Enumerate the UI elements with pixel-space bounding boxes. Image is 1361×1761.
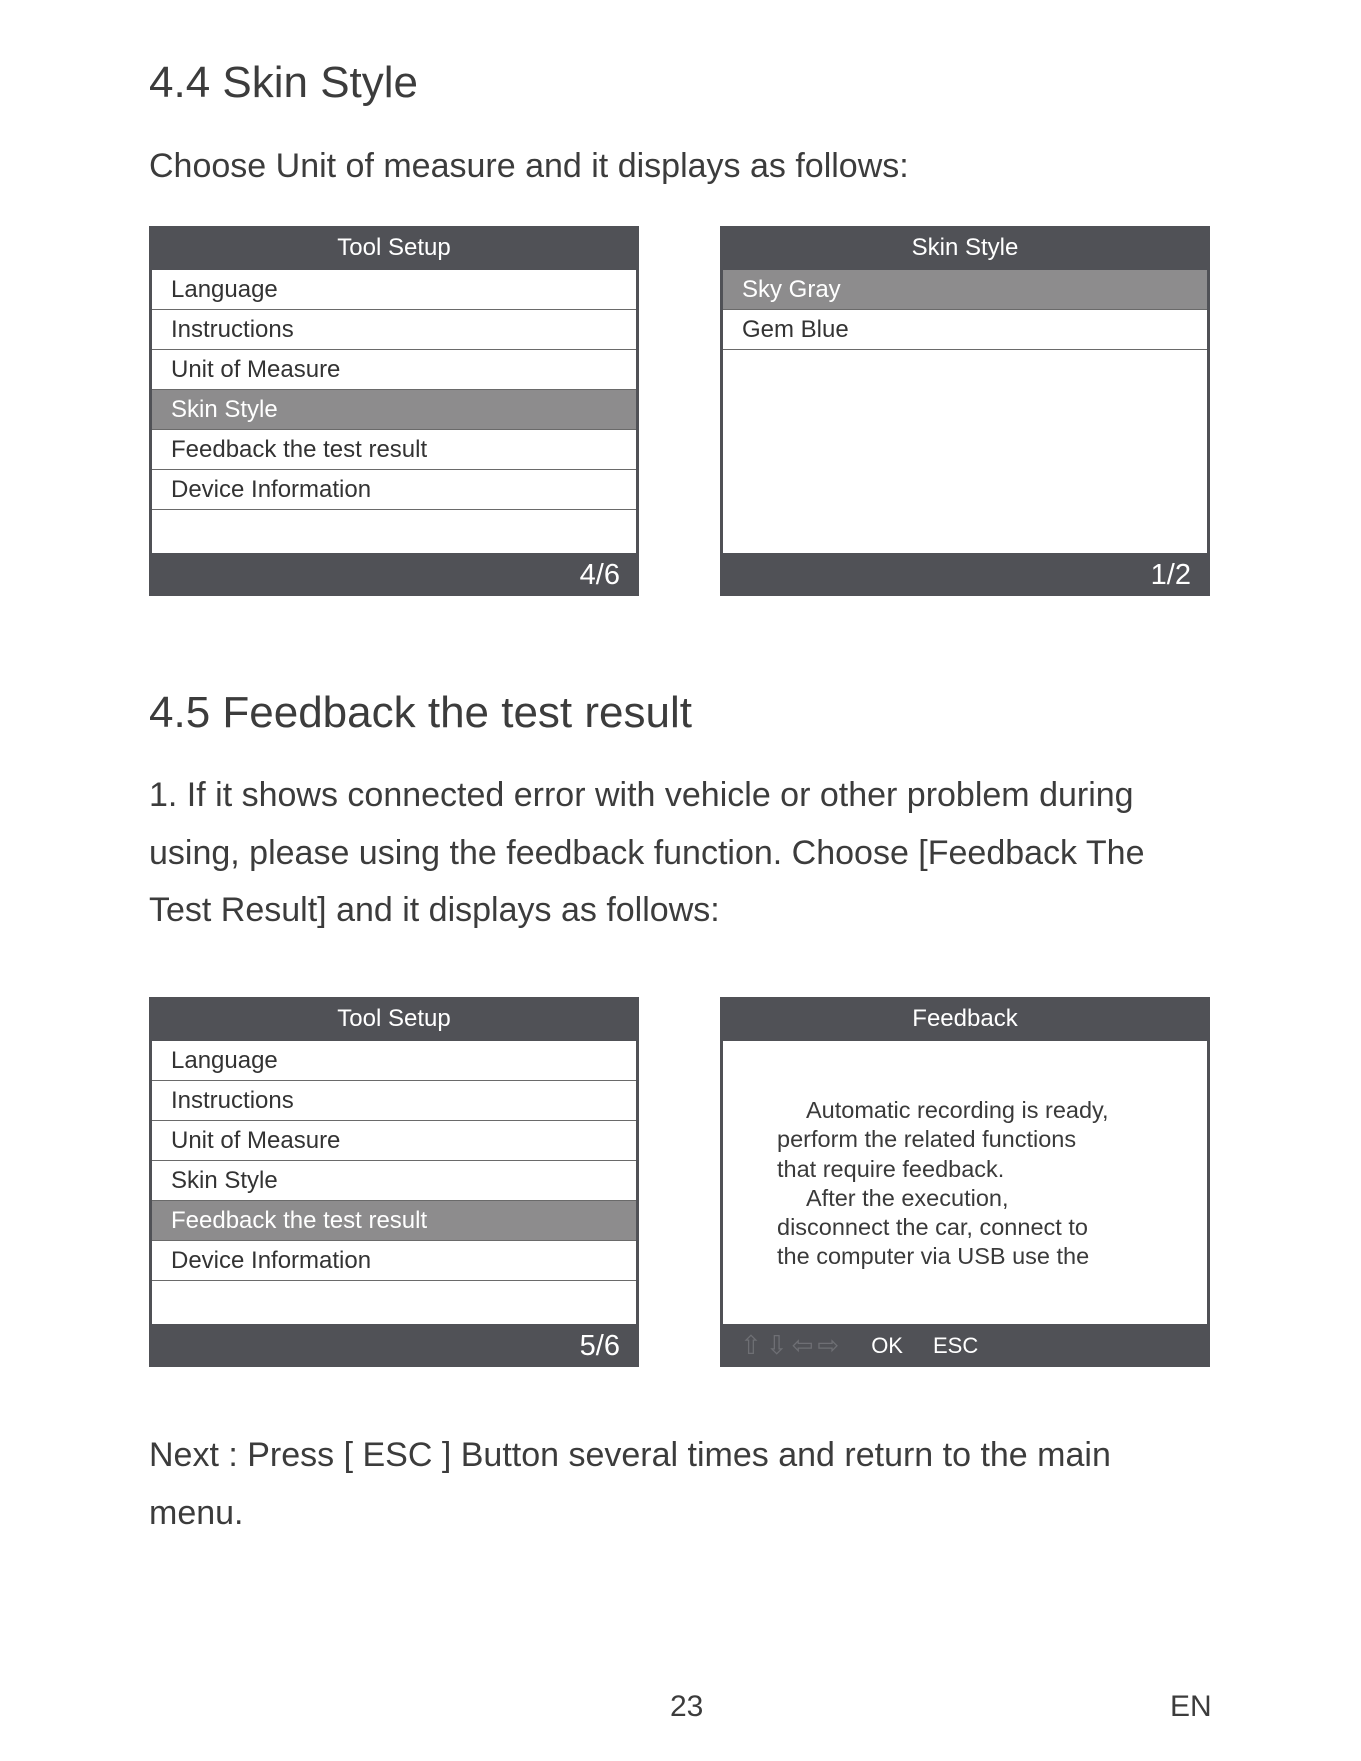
menu-list [152,270,636,510]
paragraph-line: using, please using the feedback function. Choose [Feedback The [149,833,1145,872]
menu-item[interactable]: Unit of Measure [152,1121,636,1161]
menu-item[interactable]: Device Information [152,470,636,510]
screen-title: Skin Style [911,234,1019,261]
next-instruction [149,1427,1269,1542]
message-line: the computer via USB use the [777,1243,1090,1270]
page-number: 23 [670,1690,704,1723]
menu-item[interactable]: Feedback the test result [152,1201,636,1241]
key-hints [740,1324,1008,1367]
menu-list [152,1041,636,1281]
screen-body [152,270,636,553]
menu-item[interactable]: Feedback the test result [152,430,636,470]
menu-item[interactable]: Unit of Measure [152,350,636,390]
menu-list [723,270,1207,350]
screen-body [723,1041,1207,1324]
arrow-keys [740,1330,839,1361]
message-line: perform the related functions [777,1126,1077,1153]
message-line: After the execution, [806,1184,1009,1211]
menu-item[interactable]: Instructions [152,1081,636,1121]
screen-body [723,270,1207,553]
menu-item[interactable]: Language [152,270,636,310]
section-heading-feedback: 4.5 Feedback the test result [149,688,692,737]
tool-setup-screen-2 [149,997,639,1367]
esc-key-label: ESC [932,1332,979,1358]
section-heading-skin-style: 4.4 Skin Style [149,58,419,107]
paragraph-line: menu. [149,1493,244,1532]
screen-title: Tool Setup [337,234,451,261]
screen-title: Tool Setup [337,1005,451,1032]
language-tag: EN [1170,1690,1212,1723]
message-line: that require feedback. [777,1155,1005,1182]
screen-title: Feedback [912,1005,1018,1032]
screen-body [152,1041,636,1324]
arrow-right-icon: ⇨ [817,1330,840,1360]
menu-item[interactable]: Instructions [152,310,636,350]
page-indicator: 4/6 [579,559,620,591]
ok-key-label: OK [871,1332,903,1358]
feedback-intro [149,767,1269,940]
menu-item[interactable]: Skin Style [152,1161,636,1201]
page-indicator: 1/2 [1150,559,1191,591]
page-indicator: 5/6 [579,1330,620,1362]
menu-item[interactable]: Language [152,1041,636,1081]
paragraph-line: Test Result] and it displays as follows: [149,891,720,929]
feedback-screen [720,997,1210,1367]
tool-setup-screen-1 [149,226,639,596]
message-line: Automatic recording is ready, [806,1097,1109,1123]
skin-style-intro: Choose Unit of measure and it displays as follows: [149,147,909,185]
skin-style-screen [720,226,1210,596]
arrow-left-icon: ⇦ [791,1330,814,1360]
menu-item[interactable]: Sky Gray [723,270,1207,310]
paragraph-line: Next : Press [ ESC ] Button several times and return to the main [149,1436,1111,1474]
menu-item[interactable]: Gem Blue [723,310,1207,350]
menu-item[interactable]: Device Information [152,1241,636,1281]
feedback-message [777,1096,1197,1272]
paragraph-line: 1. If it shows connected error with vehicle or other problem during [149,776,1134,814]
menu-item[interactable]: Skin Style [152,390,636,430]
arrow-down-icon: ⇩ [765,1330,788,1360]
arrow-up-icon: ⇧ [740,1330,762,1360]
message-line: disconnect the car, connect to [777,1214,1088,1241]
